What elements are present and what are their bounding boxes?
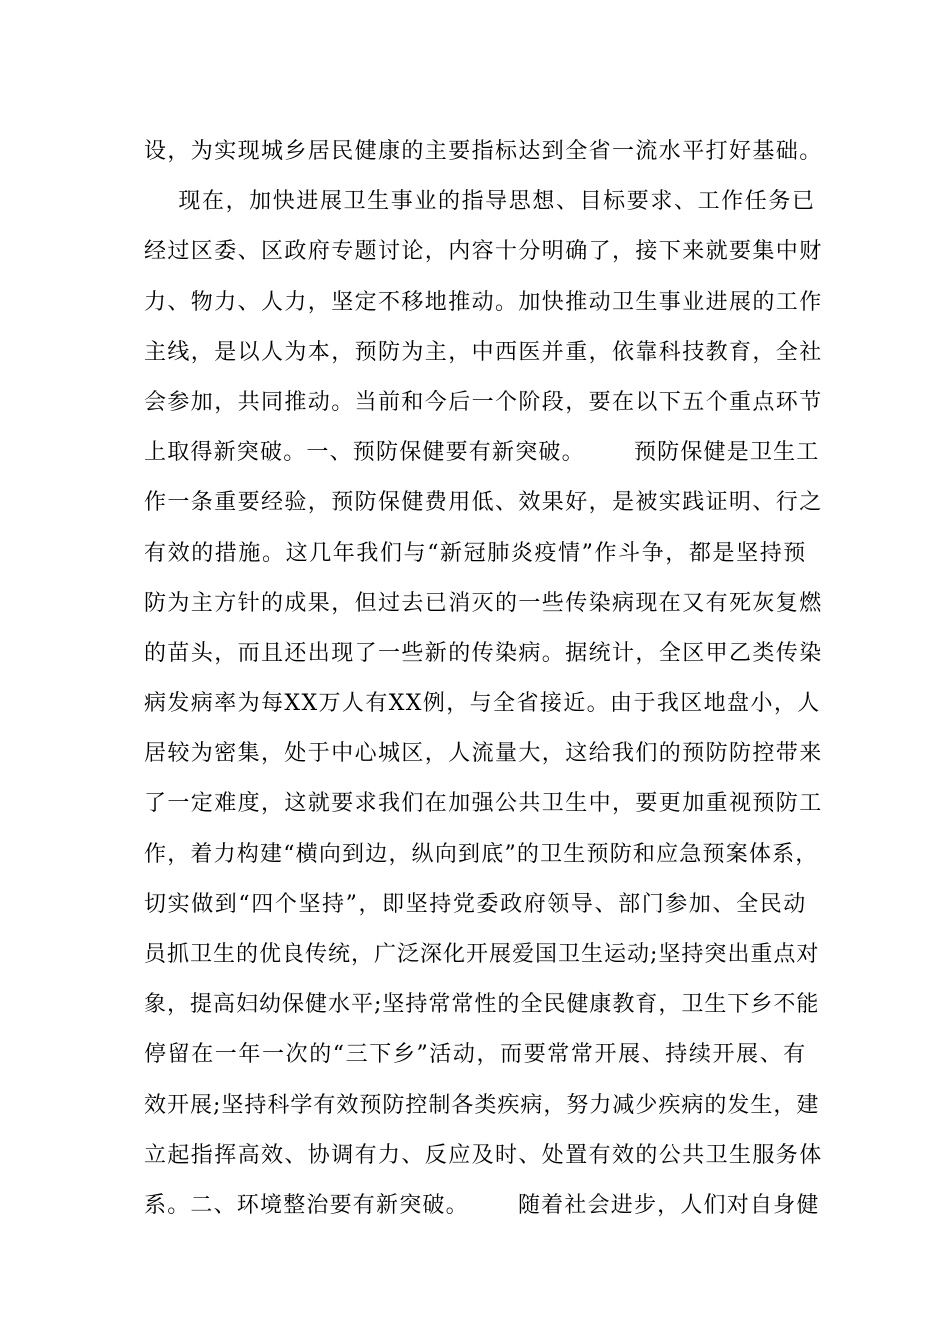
text-line: 作一条重要经验，预防保健费用低、效果好，是被实践证明、行之 [144,490,823,516]
text-line: 象，提高妇幼保健水平;坚持常常性的全民健康教育，卫生下乡不能 [144,992,820,1018]
text-line: 的苗头，而且还出现了一些新的传染病。据统计，全区甲乙类传染 [144,640,823,666]
text-line: 立起指挥高效、协调有力、反应及时、处置有效的公共卫生服务体 [144,1142,823,1168]
text-line: 主线，是以人为本，预防为主，中西医并重，依靠科技教育，全社 [144,339,823,365]
text-line: 病发病率为每XX万人有XX例，与全省接近。由于我区地盘小，人 [144,691,821,717]
text-line: 经过区委、区政府专题讨论，内容十分明确了，接下来就要集中财 [144,239,823,265]
text-line: 效开展;坚持科学有效预防控制各类疾病，努力减少疾病的发生，建 [144,1092,820,1118]
text-line: 力、物力、人力，坚定不移地推动。加快推动卫生事业进展的工作 [144,289,823,315]
text-line: 停留在一年一次的“三下乡”活动，而要常常开展、持续开展、有 [144,1042,807,1068]
text-line: 了一定难度，这就要求我们在加强公共卫生中，要更加重视预防工 [144,791,823,817]
text-line: 有效的措施。这几年我们与“新冠肺炎疫情”作斗争，都是坚持预 [144,540,807,566]
text-line: 切实做到“四个坚持”，即坚持党委政府领导、部门参加、全民动 [144,891,807,917]
text-line: 设，为实现城乡居民健康的主要指标达到全省一流水平打好基础。 [144,139,823,164]
text-line: 上取得新突破。一、预防保健要有新突破。 预防保健是卫生工 [144,440,820,466]
text-line: 作，着力构建“横向到边，纵向到底”的卫生预防和应急预案体系， [144,841,819,867]
document-body [144,132,824,1236]
text-line: 会参加，共同推动。当前和今后一个阶段，要在以下五个重点环节 [144,389,823,415]
text-line: 系。二、环境整治要有新突破。 随着社会进步，人们对自身健 [144,1192,820,1218]
text-line: 防为主方针的成果，但过去已消灭的一些传染病现在又有死灰复燃 [144,590,823,616]
text-line: 员抓卫生的优良传统，广泛深化开展爱国卫生运动;坚持突出重点对 [144,942,820,967]
text-line: 现在，加快进展卫生事业的指导思想、目标要求、工作任务已 [144,189,816,215]
text-line: 居较为密集，处于中心城区，人流量大，这给我们的预防防控带来 [144,741,823,767]
